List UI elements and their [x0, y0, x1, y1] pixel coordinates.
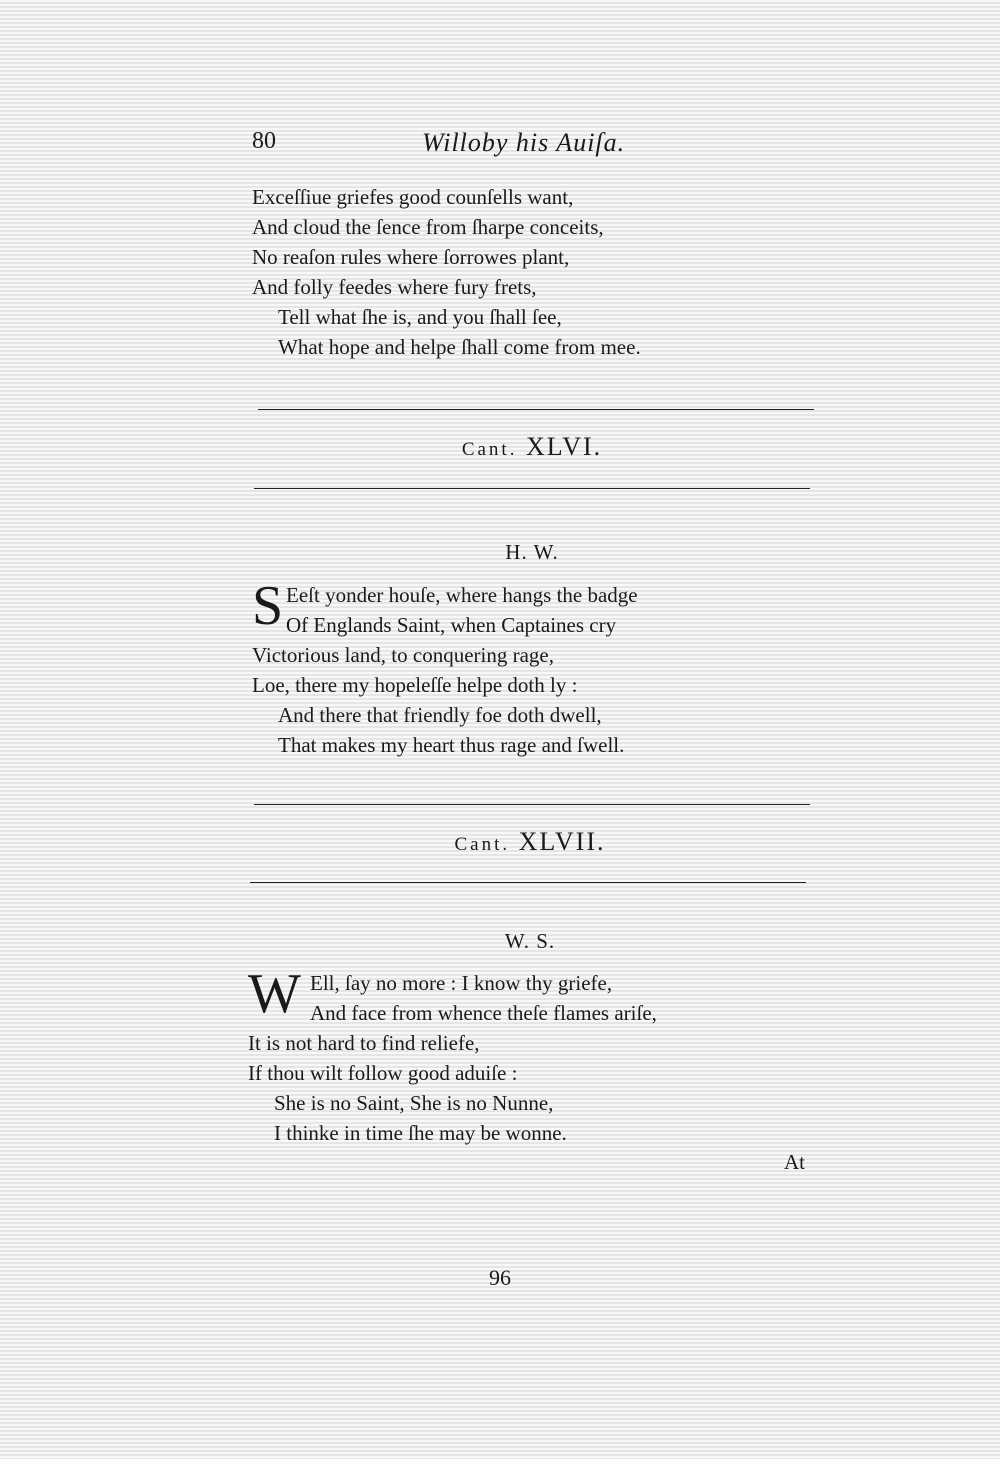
- verse-line: That makes my heart thus rage and ſwell.: [278, 733, 625, 757]
- stanza-continuation: [252, 182, 641, 362]
- cant-label: Cant.: [461, 439, 518, 460]
- section-rule: [254, 488, 810, 489]
- verse-line: What hope and helpe ſhall come from mee.: [278, 335, 641, 359]
- section-rule: [250, 882, 806, 883]
- drop-cap: S: [252, 575, 284, 637]
- cant-label: Cant.: [454, 834, 511, 855]
- page-number: 96: [489, 1265, 511, 1290]
- verse-line: Victorious land, to conquering rage,: [252, 643, 554, 667]
- speaker-initials: W. S.: [504, 929, 556, 953]
- verse-line: And there that friendly foe doth dwell,: [278, 703, 602, 727]
- verse-line: Ell, ſay no more : I know thy griefe,: [310, 971, 613, 995]
- verse-line: She is no Saint, She is no Nunne,: [274, 1091, 554, 1115]
- verse-line: And cloud the ſence from ſharpe conceits,: [252, 215, 604, 239]
- cant-numeral: XLVI.: [525, 432, 603, 461]
- cant-46-heading: [252, 432, 812, 462]
- verse-line: Of Englands Saint, when Captaines cry: [286, 613, 617, 637]
- section-rule: [258, 409, 814, 410]
- verse-line: I thinke in time ſhe may be wonne.: [274, 1121, 567, 1145]
- drop-cap: W: [248, 963, 301, 1025]
- running-title: Willoby his Auiſa.: [422, 128, 626, 157]
- verse-line: And folly feedes where fury frets,: [252, 275, 537, 299]
- verse-line: It is not hard to find reliefe,: [248, 1031, 480, 1055]
- verse-line: If thou wilt follow good aduiſe :: [248, 1061, 518, 1085]
- catchword: At: [784, 1150, 805, 1174]
- verse-line: Exceſſiue griefes good counſells want,: [252, 185, 574, 209]
- speaker-initials: H. W.: [505, 540, 559, 564]
- cant-numeral: XLVII.: [518, 827, 606, 856]
- verse-line: Loe, there my hopeleſſe helpe doth ly :: [252, 673, 578, 697]
- verse-line: No reaſon rules where ſorrowes plant,: [252, 245, 570, 269]
- folio-number: 80: [252, 128, 276, 154]
- page-header: [252, 128, 812, 164]
- verse-line: Eeſt yonder houſe, where hangs the badge: [286, 583, 638, 607]
- cant-47-heading: [250, 827, 810, 857]
- verse-line: And face from whence theſe flames ariſe,: [310, 1001, 657, 1025]
- stanza-cant-46: [252, 575, 638, 760]
- stanza-cant-47: [248, 963, 657, 1148]
- section-rule: [254, 804, 810, 805]
- verse-line: Tell what ſhe is, and you ſhall ſee,: [278, 305, 562, 329]
